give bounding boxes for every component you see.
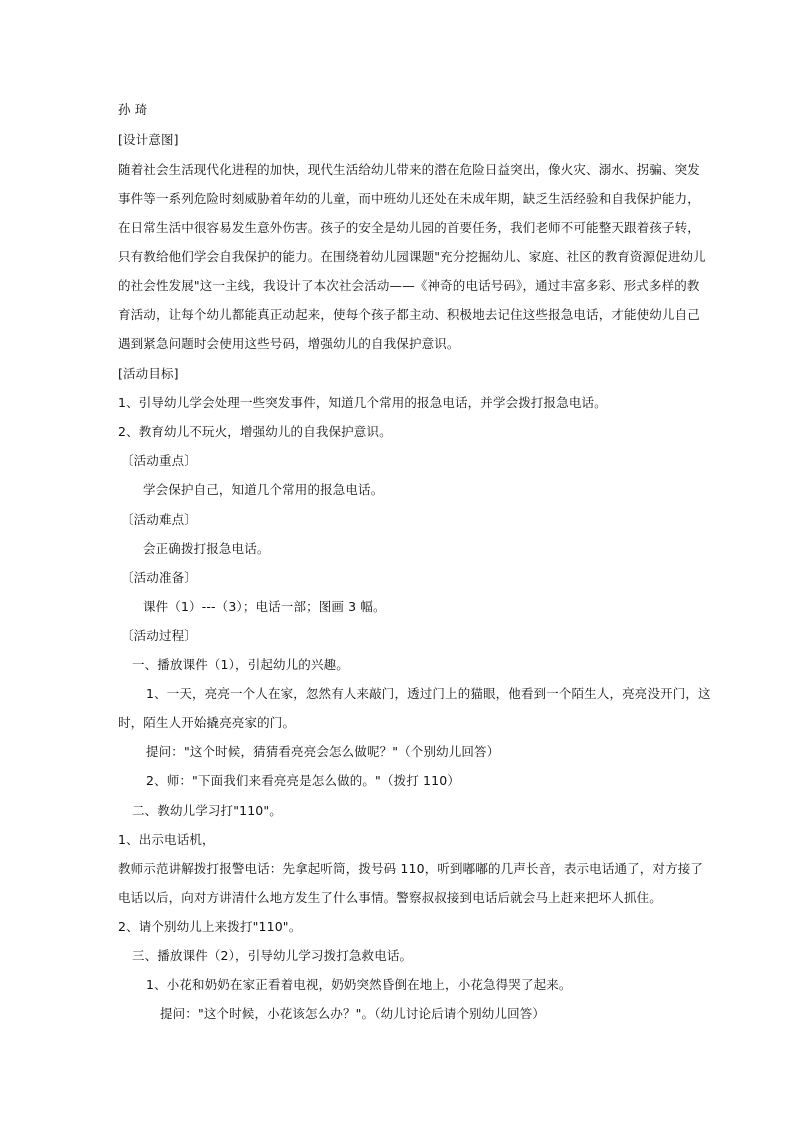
paragraph-line: 只有教给他们学会自我保护的能力。在围绕着幼儿园课题"充分挖掘幼儿、家庭、社区的教育资源促进幼儿 [118,249,706,264]
paragraph-line: 事件等一系列危险时刻威胁着年幼的儿童，而中班幼儿还处在未成年期，缺乏生活经验和自我保护能力， [118,191,700,206]
process-demo-text-continued: 电话以后，向对方讲清什么地方发生了什么事情。警察叔叔接到电话后就会马上赶来把坏人抓住。 [118,890,662,905]
key-points-text: 学会保护自己，知道几个常用的报急电话。 [143,482,384,497]
process-substep: 1、小花和奶奶在家正看着电视，奶奶突然昏倒在地上，小花急得哭了起来。 [146,977,572,992]
goal-item: 1、引导幼儿学会处理一些突发事件，知道几个常用的报急电话，并学会拨打报急电话。 [118,395,607,410]
process-step: 一、播放课件（1），引起幼儿的兴趣。 [132,657,349,672]
paragraph-line: 的社会性发展"这一主线，我设计了本次社会活动——《神奇的电话号码》，通过丰富多彩、形式多样的教 [118,278,700,293]
process-demo-text: 教师示范讲解拨打报警电话：先拿起听筒，拨号码 110，听到嘟嘟的几声长音，表示电话通了，对方接了 [118,861,704,876]
process-question: 提问："这个时候，小花该怎么办？"。（幼儿讨论后请个别幼儿回答） [160,1006,546,1021]
goal-item: 2、教育幼儿不玩火，增强幼儿的自我保护意识。 [118,424,392,439]
section-heading-preparation: 〔活动准备〕 [121,570,197,585]
preparation-text: 课件（1）---（3）；电话一部；图画 3 幅。 [143,599,386,614]
process-substep: 1、出示电话机， [118,832,215,847]
author-name: 孙 琦 [118,102,148,117]
process-substep-continued: 时，陌生人开始撬亮亮家的门。 [118,715,296,730]
section-heading-key-points: 〔活动重点〕 [121,453,197,468]
process-step: 二、教幼儿学习打"110"。 [132,803,282,818]
section-heading-process: 〔活动过程〕 [121,628,197,643]
section-heading-goals: [活动目标] [118,366,179,381]
difficulty-text: 会正确拨打报急电话。 [143,541,270,556]
paragraph-line: 随着社会生活现代化进程的加快，现代生活给幼儿带来的潜在危险日益突出，像火灾、溺水、拐骗、突发 [118,162,700,177]
paragraph-line: 遇到紧急问题时会使用这些号码，增强幼儿的自我保护意识。 [118,336,460,351]
process-substep: 2、请个别幼儿上来拨打"110"。 [118,919,302,934]
section-heading-design: [设计意图] [118,132,179,147]
section-heading-difficulty: 〔活动难点〕 [121,512,197,527]
paragraph-line: 在日常生活中很容易发生意外伤害。孩子的安全是幼儿园的首要任务，我们老师不可能整天跟着孩子转， [118,220,700,235]
process-substep: 2、师："下面我们来看亮亮是怎么做的。"（拨打 110） [146,773,460,788]
process-substep: 1、一天，亮亮一个人在家，忽然有人来敲门，透过门上的猫眼，他看到一个陌生人，亮亮没开门，这 [146,686,711,701]
process-question: 提问："这个时候，猜猜看亮亮会怎么做呢？"（个别幼儿回答） [146,744,500,759]
paragraph-line: 育活动，让每个幼儿都能真正动起来，使每个孩子都主动、积极地去记住这些报急电话，才能使幼儿自己 [118,307,700,322]
process-step: 三、播放课件（2），引导幼儿学习拨打急救电话。 [132,948,413,963]
